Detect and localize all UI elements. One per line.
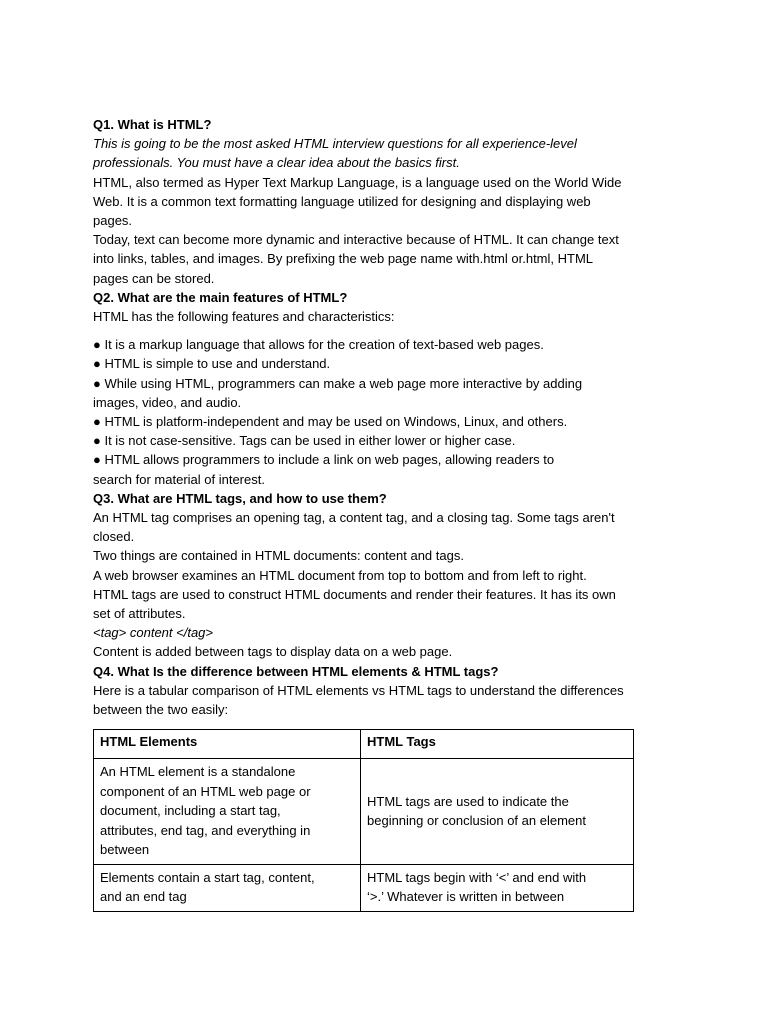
q4-intro-line: Here is a tabular comparison of HTML elements vs HTML tags to understand the differences [93, 682, 624, 698]
q2-bullet-line: search for material of interest. [93, 471, 265, 487]
q2-bullet-line: ● HTML allows programmers to include a link on web pages, allowing readers to [93, 452, 555, 468]
q1-intro-line: professionals. You must have a clear idea about the basics first. [93, 155, 460, 171]
table-header-row [94, 730, 634, 759]
table-header-cell: HTML Tags [361, 730, 634, 759]
cell-text-line: Elements contain a start tag, content, [100, 869, 315, 885]
cell-text-line: between [100, 842, 150, 858]
q3-body-line: Two things are contained in HTML documents: content and tags. [93, 548, 464, 564]
cell-text-line: HTML tags begin with ‘<’ and end with [367, 869, 587, 885]
q1-body-line: HTML, also termed as Hyper Text Markup Language, is a language used on the World Wide [93, 174, 622, 190]
table-row [94, 759, 634, 865]
cell-text-line: and an end tag [100, 889, 187, 905]
document-body [93, 115, 675, 912]
q2-bullet-line: ● HTML is platform-independent and may be used on Windows, Linux, and others. [93, 414, 568, 430]
cell-text-line: beginning or conclusion of an element [367, 813, 586, 829]
q3-body-line: An HTML tag comprises an opening tag, a content tag, and a closing tag. Some tags aren't [93, 510, 615, 526]
cell-text-line: attributes, end tag, and everything in [100, 822, 311, 838]
q1-body-line: pages can be stored. [93, 270, 215, 286]
q1-intro-line: This is going to be the most asked HTML interview questions for all experience-level [93, 136, 577, 152]
q2-bullet-line: ● It is not case-sensitive. Tags can be used in either lower or higher case. [93, 433, 516, 449]
table-cell [361, 864, 634, 911]
cell-text-line: component of an HTML web page or [100, 783, 311, 799]
q3-heading: Q3. What are HTML tags, and how to use them? [93, 490, 387, 506]
q4-heading: Q4. What Is the difference between HTML elements & HTML tags? [93, 663, 499, 679]
q4-intro-line: between the two easily: [93, 702, 229, 718]
table-header-cell: HTML Elements [94, 730, 361, 759]
q2-bullet-line: ● HTML is simple to use and understand. [93, 356, 331, 372]
table-row [94, 864, 634, 911]
q1-body-line: into links, tables, and images. By prefixing the web page name with.html or.html, HTML [93, 251, 594, 267]
cell-text-line: An HTML element is a standalone [100, 764, 296, 780]
q3-code-example: <tag> content </tag> [93, 625, 213, 641]
q1-body-line: Web. It is a common text formatting language utilized for designing and displaying web [93, 193, 591, 209]
q2-bullet-line: ● While using HTML, programmers can make a web page more interactive by adding [93, 375, 583, 391]
cell-text-line: HTML tags are used to indicate the [367, 793, 569, 809]
q3-body-line: set of attributes. [93, 606, 186, 622]
cell-text-line: ‘>.’ Whatever is written in between [367, 889, 565, 905]
spacer [93, 326, 675, 335]
q1-body-line: Today, text can become more dynamic and interactive because of HTML. It can change text [93, 232, 619, 248]
q3-body-line: A web browser examines an HTML document from top to bottom and from left to right. [93, 567, 587, 583]
table-cell [94, 864, 361, 911]
q2-bullet-line: ● It is a markup language that allows for the creation of text-based web pages. [93, 337, 544, 353]
q3-after-text: Content is added between tags to display data on a web page. [93, 644, 453, 660]
q2-intro: HTML has the following features and characteristics: [93, 309, 395, 325]
q3-body-line: closed. [93, 529, 135, 545]
table-cell [94, 759, 361, 865]
q2-bullet-line: images, video, and audio. [93, 394, 242, 410]
comparison-table [93, 729, 634, 912]
q3-body-line: HTML tags are used to construct HTML documents and render their features. It has its own [93, 586, 616, 602]
cell-text-line: document, including a start tag, [100, 803, 281, 819]
q1-heading: Q1. What is HTML? [93, 117, 212, 132]
table-cell [361, 759, 634, 865]
q2-heading: Q2. What are the main features of HTML? [93, 289, 348, 305]
q1-body-line: pages. [93, 213, 133, 229]
